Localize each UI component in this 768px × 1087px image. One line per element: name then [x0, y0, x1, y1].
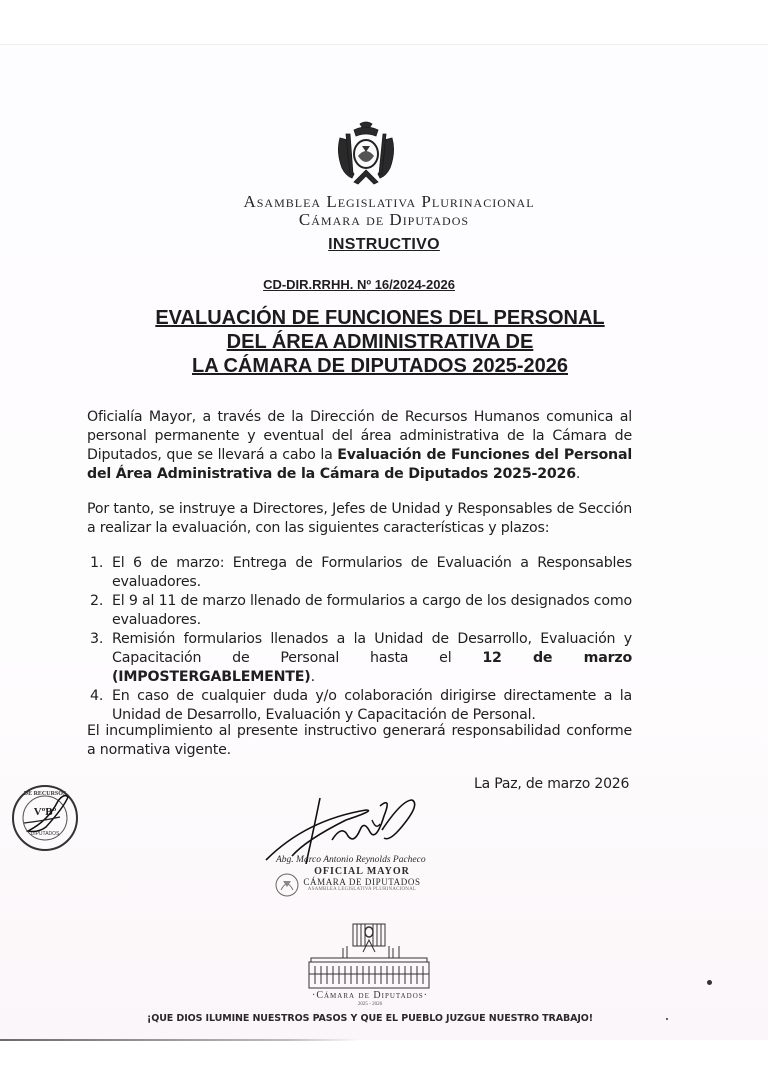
- deadlines-list: [87, 554, 632, 725]
- approval-stamp-icon: [10, 783, 80, 853]
- list-item-text: El 6 de marzo: Entrega de Formularios de Evaluación a Responsables evaluadores.: [112, 555, 632, 590]
- signer-title: OFICIAL MAYOR: [314, 866, 410, 877]
- legislative-building-icon: [303, 922, 435, 992]
- title-line-3: LA CÁMARA DE DIPUTADOS 2025-2026: [191, 355, 568, 377]
- list-item: [87, 687, 632, 725]
- intro-paragraph: [87, 408, 632, 484]
- list-item-text: El 9 al 11 de marzo llenado de formularios a cargo de los designados como evaluadores.: [112, 593, 632, 628]
- title-line-2: DEL ÁREA ADMINISTRATIVA DE: [226, 331, 534, 353]
- signer-name: Abg. Marco Antonio Reynolds Pacheco: [276, 855, 426, 865]
- signer-sub-organization: ASAMBLEA LEGISLATIVA PLURINACIONAL: [307, 887, 417, 892]
- signer-organization: CÁMARA DE DIPUTADOS: [303, 877, 421, 887]
- intro-text: Oficialía Mayor, a través de la Dirección de Recursos Humanos comunica al personal permanente y eventual del área administrativa de la Cámara de Diputados, que se llevará a cabo la: [87, 409, 632, 463]
- list-item-bold-text: 12 de marzo (IMPOSTERGABLEMENTE): [112, 650, 633, 685]
- list-item-number: 2.: [90, 593, 104, 609]
- closing-paragraph: El incumplimiento al presente instructivo generará responsabilidad conforme a normativa vigente.: [87, 723, 632, 758]
- instruction-paragraph: Por tanto, se instruye a Directores, Jefes de Unidad y Responsables de Sección a realizar la evaluación, con las siguientes características y plazos:: [87, 501, 632, 536]
- place-and-date: La Paz, de marzo 2026: [474, 776, 630, 792]
- coat-of-arms-icon: [332, 120, 400, 190]
- list-item-end: .: [310, 669, 315, 685]
- list-item-text: Remisión formularios llenados a la Unidad de Desarrollo, Evaluación y Capacitación de Personal hasta el: [112, 631, 632, 666]
- document-title: [0, 306, 760, 378]
- scan-speck: [707, 980, 712, 985]
- footer-years: 2025 - 2026: [357, 1002, 383, 1007]
- list-item-number: 3.: [90, 631, 104, 647]
- svg-text:DIPUTADOS: DIPUTADOS: [30, 831, 60, 837]
- signer-block: [272, 855, 452, 892]
- institution-name: Asamblea Legislativa Plurinacional: [243, 192, 535, 211]
- document-code: CD-DIR.RRHH. Nº 16/2024-2026: [263, 277, 455, 292]
- list-item: [87, 630, 632, 687]
- svg-text:DE RECURSOS: DE RECURSOS: [23, 791, 67, 797]
- footer-organization: ·Cámara de Diputados·: [312, 990, 428, 1001]
- intro-bold-text: Evaluación de Funciones del Personal del Área Administrativa de la Cámara de Diputados 2025-2026: [87, 447, 632, 482]
- list-item: [87, 592, 632, 630]
- page-bottom-edge: [0, 1039, 360, 1041]
- list-item-number: 1.: [90, 555, 104, 571]
- document-type: INSTRUCTIVO: [328, 236, 440, 253]
- intro-end: .: [575, 466, 581, 482]
- institutional-motto: ¡QUE DIOS ILUMINE NUESTROS PASOS Y QUE EL PUEBLO JUZGUE NUESTRO TRABAJO!: [146, 1013, 594, 1024]
- list-item-text: En caso de cualquier duda y/o colaboración dirigirse directamente a la Unidad de Desarrollo, Evaluación y Capacitación de Personal.: [112, 688, 632, 723]
- svg-text:VºBº: VºBº: [33, 806, 57, 818]
- list-item-number: 4.: [90, 688, 104, 704]
- title-line-1: EVALUACIÓN DE FUNCIONES DEL PERSONAL: [155, 307, 605, 329]
- list-item: [87, 554, 632, 592]
- scan-speck: [666, 1018, 668, 1020]
- chamber-name: Cámara de Diputados: [298, 210, 470, 229]
